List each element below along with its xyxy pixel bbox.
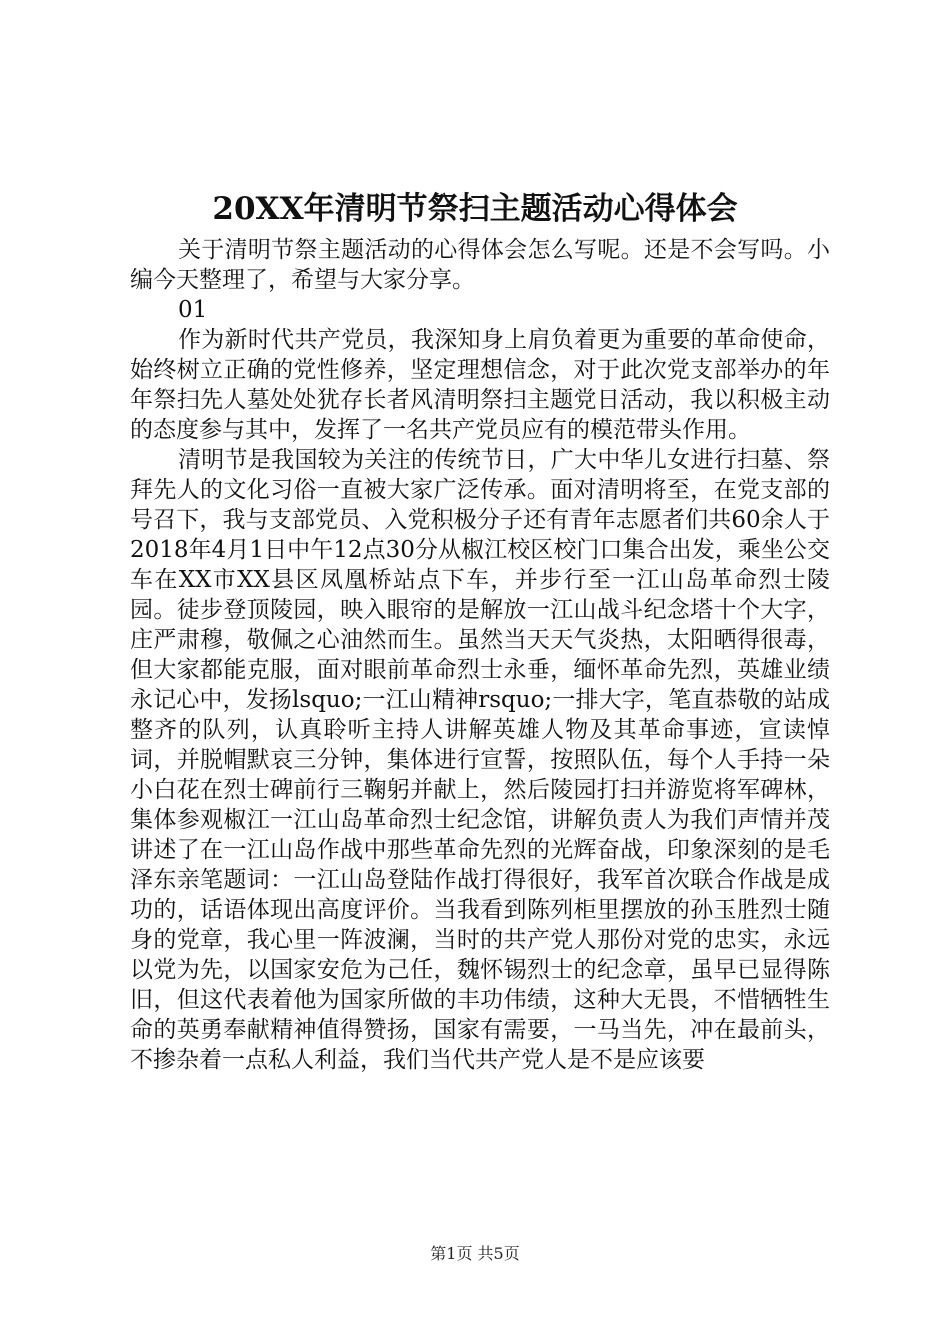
body-paragraph: 作为新时代共产党员，我深知身上肩负着更为重要的革命使命，始终树立正确的党性修养，坚定理想信念，对于此次党支部举办的年年祭扫先人墓处处犹存长者风清明祭扫主题党日活动，我以积极主动的态度参与其中，发挥了一名共产党员应有的模范带头作用。 (130, 327, 830, 443)
document-title: 20XX年清明节祭扫主题活动心得体会 (212, 191, 738, 227)
intro-paragraph: 关于清明节祭主题活动的心得体会怎么写呢。还是不会写吗。小编今天整理了，希望与大家分享。 (130, 237, 830, 293)
document-body (130, 235, 830, 1075)
section-number: 01 (178, 297, 208, 323)
body-paragraph: 清明节是我国较为关注的传统节日，广大中华儿女进行扫墓、祭拜先人的文化习俗一直被大家广泛传承。面对清明将至，在党支部的号召下，我与支部党员、入党积极分子还有青年志愿者们共60余人于2018年4月1日中午12点30分从椒江校区校门口集合出发，乘坐公交车在XX市XX县区凤凰桥站点下车，并步行至一江山岛革命烈士陵园。徒步登顶陵园，映入眼帘的是解放一江山战斗纪念塔十个大字，庄严肃穆，敬佩之心油然而生。虽然当天天气炎热，太阳晒得很毒，但大家都能克服，面对眼前革命烈士永垂，缅怀革命先烈，英雄业绩永记心中，发扬lsquo;一江山精神rsquo;一排大字，笔直恭敬的站成整齐的队列，认真聆听主持人讲解英雄人物及其革命事迹，宣读悼词，并脱帽默哀三分钟，集体进行宣誓，按照队伍，每个人手持一朵小白花在烈士碑前行三鞠躬并献上，然后陵园打扫并游览将军碑林，集体参观椒江一江山岛革命烈士纪念馆，讲解负责人为我们声情并茂讲述了在一江山岛作战中那些革命先烈的光辉奋战，印象深刻的是毛泽东亲笔题词：一江山岛登陆作战打得很好，我军首次联合作战是成功的，话语体现出高度评价。当我看到陈列柜里摆放的孙玉胜烈士随身的党章，我心里一阵波澜，当时的共产党人那份对党的忠实，永远以党为先，以国家安危为己任，魏怀锡烈士的纪念章，虽早已显得陈旧，但这代表着他为国家所做的丰功伟绩，这种大无畏，不惜牺牲生命的英勇奉献精神值得赞扬，国家有需要，一马当先，冲在最前头，不掺杂着一点私人利益，我们当代共产党人是不是应该要 (130, 447, 830, 1073)
page-footer: 第1页 共5页 (430, 1244, 520, 1263)
